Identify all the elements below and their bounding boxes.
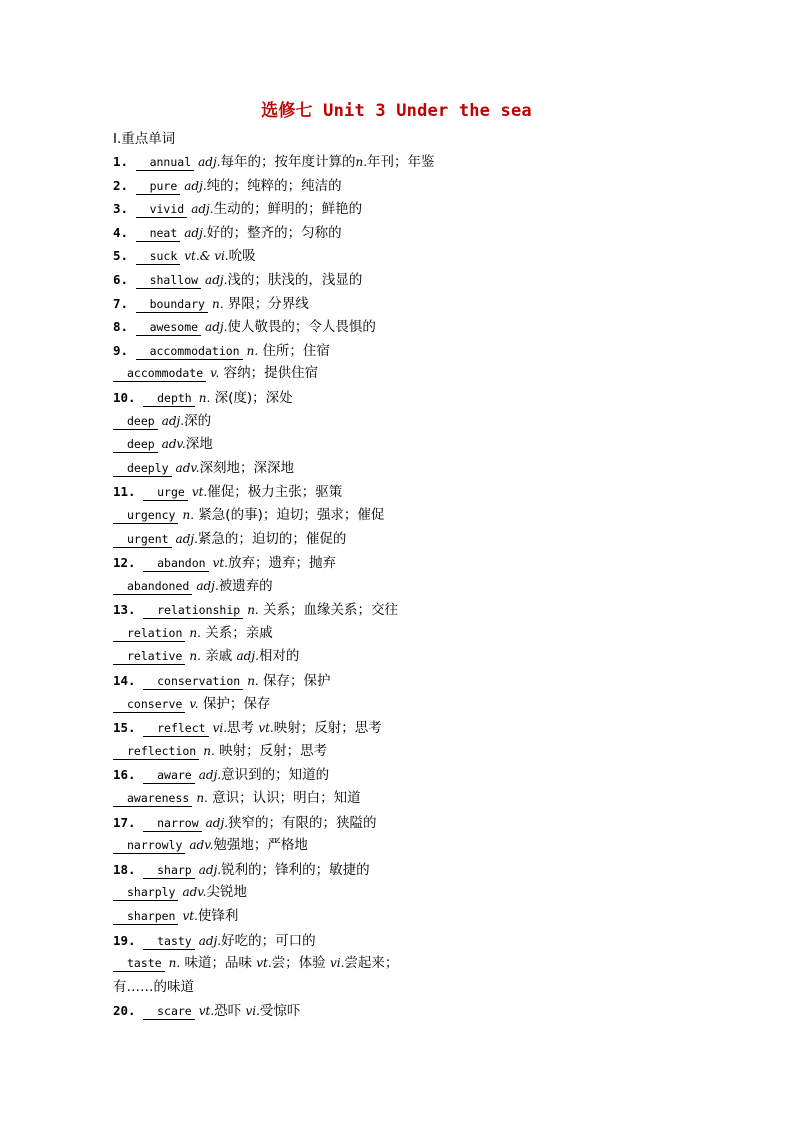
definition: 使人敬畏的；令人畏惧的 — [227, 319, 376, 336]
vocab-word: reflect — [143, 721, 208, 737]
vocab-line — [113, 858, 713, 882]
definition: 紧急的；迫切的；催促的 — [197, 530, 347, 547]
item-number: 8. — [113, 319, 136, 335]
part-of-speech: n. — [189, 649, 201, 664]
item-number: 1. — [113, 154, 136, 169]
part-of-speech: n. — [211, 296, 224, 311]
vocab-word: annual — [136, 155, 195, 171]
vocab-line — [113, 669, 713, 693]
part-of-speech: adj. — [161, 413, 185, 428]
vocab-word: deep — [113, 437, 158, 453]
definition: 意识到的；知道的 — [221, 767, 330, 784]
vocab-line — [113, 433, 713, 457]
definition: 紧急(的事)；迫切；强求；催促 — [194, 506, 385, 523]
definition: 锐利的；锋利的；敏捷的 — [221, 861, 370, 878]
vocab-word: abandon — [143, 556, 208, 572]
definition: 放弃；遗弃；抛弃 — [228, 555, 336, 572]
definition: 勉强地；严格地 — [213, 837, 308, 854]
definition: 好的；整齐的；匀称的 — [206, 224, 342, 241]
item-number: 5. — [113, 248, 136, 264]
vocab-line — [113, 881, 713, 905]
section-heading: Ⅰ.重点单词 — [113, 131, 176, 147]
vocab-line — [113, 834, 713, 858]
definition: 界限；分界线 — [223, 295, 309, 312]
part-of-speech: adj. — [205, 815, 229, 830]
part-of-speech: adj. — [184, 178, 207, 193]
vocab-line — [113, 763, 713, 787]
vocab-line — [113, 952, 713, 976]
vocab-word: depth — [143, 391, 195, 407]
definition: 意识；认识；明白；知道 — [207, 790, 361, 807]
vocab-word: relation — [113, 626, 185, 642]
item-number: 2. — [113, 177, 136, 193]
item-number: 19. — [113, 932, 144, 948]
definition: 思考 — [227, 720, 259, 737]
definition: 关系；血缘关系；交往 — [258, 602, 399, 619]
item-number: 10. — [113, 389, 144, 405]
part-of-speech: n. — [203, 743, 215, 758]
item-number: 7. — [113, 295, 136, 311]
vocab-word: accommodate — [113, 366, 206, 382]
part-of-speech: n. — [246, 343, 259, 358]
vocab-word: deeply — [113, 461, 172, 477]
definition: 深刻地；深深地 — [199, 459, 295, 476]
part-of-speech: adv. — [175, 460, 200, 475]
item-number: 16. — [113, 767, 144, 783]
vocabulary-list — [113, 150, 713, 1023]
vocab-line — [113, 787, 713, 811]
part-of-speech: adj. — [198, 768, 222, 783]
vocab-line — [113, 268, 713, 292]
part-of-speech: adj. — [184, 225, 207, 240]
vocab-line — [113, 504, 713, 528]
item-number: 20. — [113, 1003, 144, 1019]
vocab-line — [113, 315, 713, 339]
vocab-word: deep — [113, 414, 158, 430]
definition: 催促；极力主张；驱策 — [207, 484, 343, 501]
definition: 纯的；纯粹的；纯洁的 — [206, 177, 342, 194]
vocab-word: narrowly — [113, 838, 185, 854]
definition: 使锋利 — [197, 908, 239, 924]
item-number: 9. — [113, 342, 136, 358]
vocab-word: abandoned — [113, 579, 192, 595]
vocab-line — [113, 292, 713, 316]
vocab-word: tasty — [143, 934, 195, 950]
definition: 亲戚 — [200, 648, 237, 665]
vocab-word: conserve — [113, 697, 185, 713]
vocab-line — [113, 339, 713, 363]
vocab-word: awareness — [113, 791, 192, 807]
vocab-word: awesome — [136, 320, 201, 336]
definition: 尝；体验 — [271, 955, 330, 972]
item-number: 13. — [113, 602, 144, 618]
vocab-word: sharpen — [113, 909, 178, 925]
vocab-word: neat — [136, 226, 181, 242]
definition: 相对的 — [258, 648, 300, 665]
vocab-word: reflection — [113, 744, 199, 760]
definition: 保存；保护 — [258, 673, 331, 690]
definition: 年刊；年鉴 — [367, 154, 435, 170]
part-of-speech: vt.& vi. — [184, 249, 229, 264]
definition: 住所；住宿 — [258, 342, 330, 359]
part-of-speech: adj. — [236, 649, 259, 664]
vocab-word: taste — [113, 956, 165, 972]
vocab-line — [113, 622, 713, 646]
part-of-speech: vi. — [329, 956, 345, 971]
part-of-speech: adj. — [198, 862, 222, 877]
item-number: 3. — [113, 201, 136, 217]
part-of-speech: vt. — [182, 909, 198, 923]
page-title: 选修七 Unit 3 Under the sea — [261, 101, 532, 121]
part-of-speech: vt. — [191, 485, 208, 500]
vocab-word: narrow — [143, 816, 202, 832]
part-of-speech: n. — [198, 390, 211, 405]
vocab-line — [113, 386, 713, 410]
item-number: 11. — [113, 484, 144, 500]
vocab-line — [113, 976, 713, 1000]
definition: 被遗弃的 — [218, 577, 273, 594]
vocab-line — [113, 362, 713, 386]
vocab-word: suck — [136, 249, 181, 265]
vocab-word: conservation — [143, 674, 243, 690]
vocab-word: urgency — [113, 508, 178, 524]
vocab-line — [113, 480, 713, 504]
part-of-speech: adj. — [198, 155, 221, 169]
part-of-speech: adj. — [175, 531, 198, 546]
part-of-speech: adj. — [191, 202, 214, 217]
vocab-line — [113, 740, 713, 764]
part-of-speech: vt. — [198, 1004, 215, 1019]
definition: 尝起来； — [344, 955, 399, 972]
definition: 容纳；提供住宿 — [219, 365, 319, 382]
vocab-word: vivid — [136, 202, 188, 218]
vocab-line — [113, 575, 713, 599]
vocab-line — [113, 221, 713, 245]
vocab-line — [113, 150, 713, 174]
vocab-line — [113, 929, 713, 953]
definition: 关系；亲戚 — [200, 624, 273, 641]
definition: 受惊吓 — [259, 1003, 301, 1020]
item-number: 18. — [113, 861, 144, 877]
part-of-speech: vt. — [256, 956, 272, 971]
item-number: 6. — [113, 271, 136, 287]
item-number: 17. — [113, 814, 144, 830]
part-of-speech: adj. — [196, 578, 219, 593]
item-number: 4. — [113, 224, 136, 240]
part-of-speech: v. — [210, 366, 220, 381]
vocab-word: pure — [136, 179, 181, 195]
vocab-line — [113, 645, 713, 669]
part-of-speech: n. — [189, 625, 201, 640]
item-number: 14. — [113, 673, 144, 689]
vocab-word: urge — [143, 485, 188, 501]
vocab-line — [113, 905, 713, 929]
part-of-speech: n. — [247, 603, 259, 618]
vocab-word: shallow — [136, 273, 201, 289]
definition: 保护；保存 — [198, 695, 271, 712]
part-of-speech: adv. — [189, 838, 214, 853]
definition: 深的 — [184, 412, 212, 429]
vocab-word: relative — [113, 649, 185, 665]
definition: 深(度)；深处 — [210, 389, 293, 406]
vocab-word: accommodation — [136, 344, 243, 360]
definition: 生动的；鲜明的；鲜艳的 — [213, 201, 363, 218]
definition: 有……的味道 — [113, 978, 194, 995]
vocab-word: boundary — [136, 297, 208, 313]
part-of-speech: adv. — [182, 885, 207, 900]
item-number: 12. — [113, 555, 144, 571]
part-of-speech: v. — [189, 696, 199, 711]
item-number: 15. — [113, 720, 144, 736]
definition: 好吃的；可口的 — [221, 932, 316, 949]
vocab-word: aware — [143, 768, 195, 784]
definition: 尖锐地 — [206, 884, 247, 901]
vocab-line — [113, 244, 713, 268]
part-of-speech: n. — [247, 674, 259, 689]
part-of-speech: adj. — [205, 272, 228, 287]
definition: 浅的；肤浅的，浅显的 — [227, 271, 363, 288]
part-of-speech: vt. — [212, 556, 228, 571]
vocab-line — [113, 598, 713, 622]
part-of-speech: adj. — [205, 320, 228, 335]
part-of-speech: n. — [355, 155, 368, 169]
part-of-speech: vt. — [258, 721, 274, 736]
vocab-word: scare — [143, 1004, 195, 1020]
vocab-line — [113, 174, 713, 198]
definition: 恐吓 — [214, 1003, 246, 1020]
definition: 吮吸 — [228, 248, 256, 265]
definition: 狭窄的；有限的；狭隘的 — [228, 814, 377, 831]
vocab-line — [113, 457, 713, 481]
definition: 味道；品味 — [180, 955, 257, 972]
vocab-word: sharply — [113, 885, 178, 901]
vocab-line — [113, 716, 713, 740]
vocab-word: urgent — [113, 532, 172, 548]
vocab-line — [113, 693, 713, 717]
part-of-speech: adv. — [161, 437, 186, 452]
vocab-line — [113, 551, 713, 575]
definition: 深地 — [185, 436, 213, 453]
vocab-line — [113, 528, 713, 552]
vocab-line — [113, 197, 713, 221]
vocab-line — [113, 999, 713, 1023]
part-of-speech: n. — [196, 791, 208, 806]
part-of-speech: adj. — [198, 933, 222, 948]
vocab-word: sharp — [143, 863, 195, 879]
vocab-line — [113, 410, 713, 434]
part-of-speech: vi. — [245, 1004, 260, 1019]
part-of-speech: vi. — [212, 721, 228, 736]
part-of-speech: n. — [168, 956, 181, 971]
vocab-line — [113, 811, 713, 835]
part-of-speech: n. — [182, 507, 195, 522]
definition: 映射；反射；思考 — [273, 720, 382, 737]
definition: 每年的；按年度计算的 — [220, 154, 356, 170]
vocab-word: relationship — [143, 603, 243, 619]
definition: 映射；反射；思考 — [214, 742, 328, 759]
